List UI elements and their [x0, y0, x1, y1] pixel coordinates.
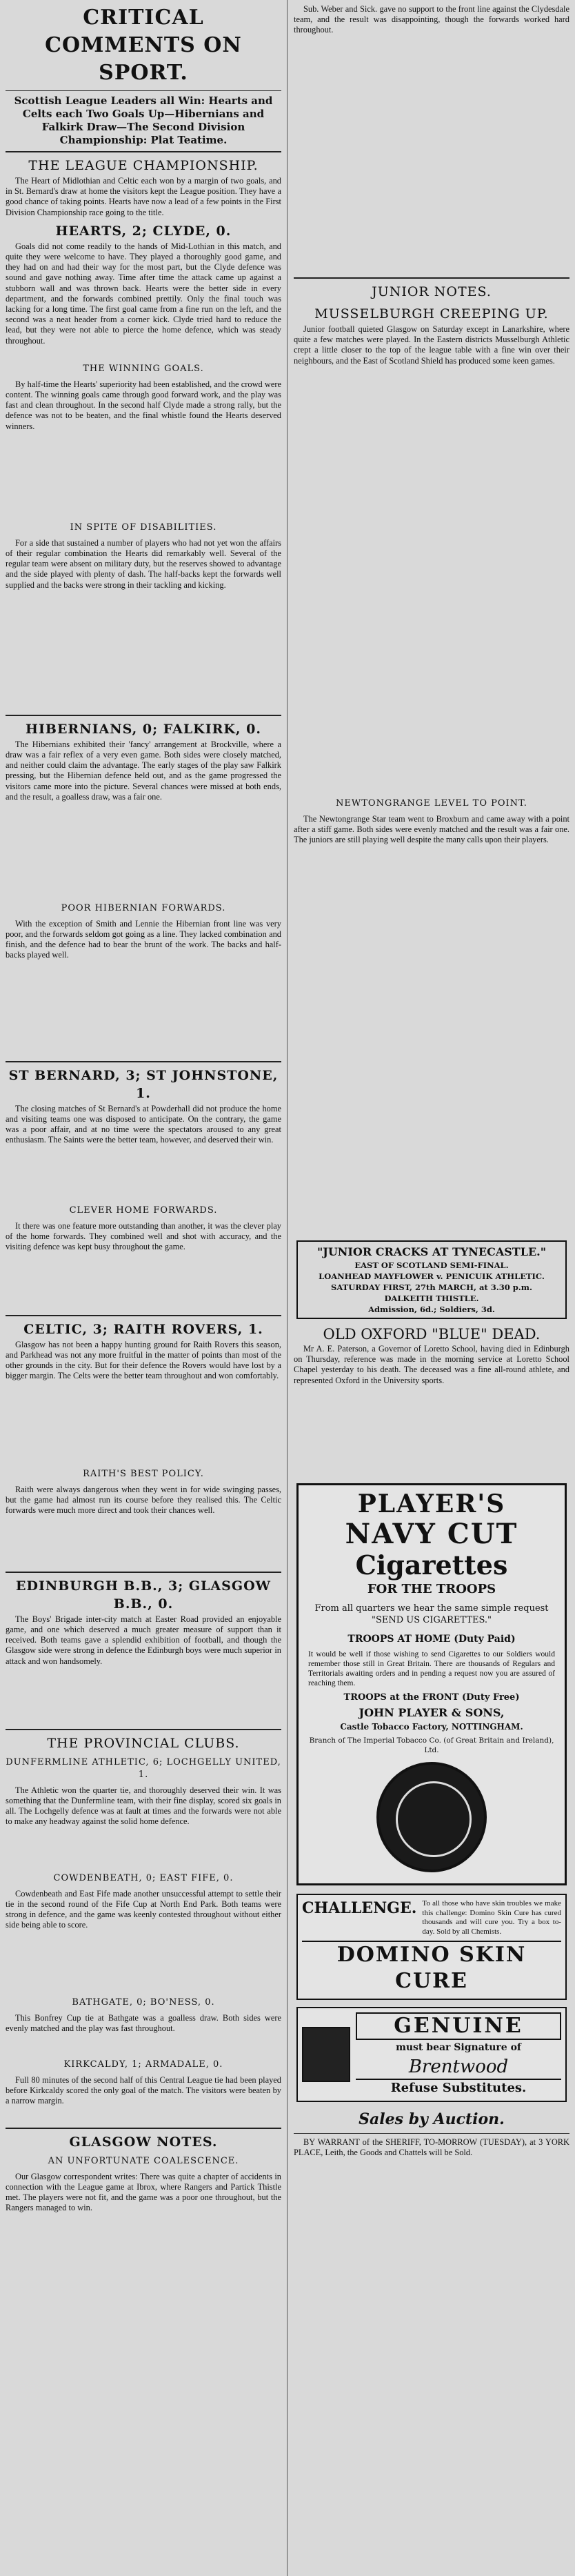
- glasgow-text: Our Glasgow correspondent writes: There was quite a chapter of accidents in connection with the League game at Ibrox, where Rangers and Partick Thistle met. The players were not fit, and the game was a poor one throughout, but the Rangers managed to win.: [6, 2171, 281, 2213]
- league-text: The Heart of Midlothian and Celtic each won by a margin of two goals, and in St. Bernard's draw at home the visitors kept the League position. They have a good chance of taking points. Hearts have now a lead of a few points in the First Division Championship race going to the title.: [6, 176, 281, 217]
- ad-company: JOHN PLAYER & SONS,: [359, 1706, 505, 1719]
- ad-players-brand: PLAYER'S: [357, 1489, 506, 1518]
- genuine-title: GENUINE: [356, 2012, 561, 2040]
- glasgow-heading: GLASGOW NOTES.: [69, 2134, 218, 2150]
- text-winning-goals: By half-time the Hearts' superiority had been established, and the crowd were content. The winning goals came through good forward work, and the play was fast and clean throughout. In the second half Clyde made a strong rally, but the defence was not to be beaten, and the final whistle found the Hearts deserved winners.: [6, 379, 281, 431]
- domino-title: DOMINO SKIN CURE: [302, 1941, 561, 1994]
- ad-troops-front: TROOPS at the FRONT (Duty Free): [343, 1692, 520, 1703]
- text-poor-forwards: With the exception of Smith and Lennie the Hibernian front line was very poor, and the forwards seldom got going as a line. They lacked combination and finish, and the defence had to bear the brunt of the work. The backs and half-backs played well.: [6, 918, 281, 960]
- oldox-text: Mr A. E. Paterson, a Governor of Loretto School, having died in Edinburgh on Thursday, reference was made in the morning service at Loretto School Chapel yesterday to his death. The deceased was a fine all-round athlete, and represented Oxford in the University sports.: [294, 1344, 569, 1385]
- ad-cigarettes: Cigarettes: [355, 1549, 508, 1581]
- match-heading-hibernians: HIBERNIANS, 0; FALKIRK, 0.: [26, 721, 261, 737]
- match-text-cowdenbeath: Cowdenbeath and East Fife made another unsuccessful attempt to settle their tie in the second round of the Fife Cup at North End Park. Both teams were strong in defence, and the game was keenly contested throughout without either side being able to score.: [6, 1888, 281, 1930]
- text-clever-forwards: It there was one feature more outstanding than another, it was the clever play of the home forwards. They combined well and shot with accuracy, and the visiting defence was kept busy throughout the game.: [6, 1220, 281, 1252]
- match-heading-bathgate: BATHGATE, 0; BO'NESS, 0.: [72, 1997, 215, 2008]
- notice-line-3: LOANHEAD MAYFLOWER v. PENICUIK ATHLETIC.: [319, 1271, 545, 1281]
- junior-heading: JUNIOR NOTES.: [372, 284, 492, 299]
- notice-line-6: Admission, 6d.; Soldiers, 3d.: [368, 1305, 495, 1314]
- junior-subheading: MUSSELBURGH CREEPING UP.: [314, 306, 549, 321]
- match-heading-st-bernard: ST BERNARD, 3; ST JOHNSTONE, 1.: [8, 1067, 279, 1101]
- notice-line-5: DALKEITH THISTLE.: [384, 1294, 479, 1303]
- subtitle: Scottish League Leaders all Win: Hearts and Celts each Two Goals Up—Hibernians and Falkirk Draw—The Second Division Championship: Plat Teatime.: [14, 95, 273, 146]
- provincial-heading: THE PROVINCIAL CLUBS.: [47, 1735, 240, 1751]
- ad-for-troops: FOR THE TROOPS: [367, 1582, 496, 1596]
- match-text-kirkcaldy: Full 80 minutes of the second half of this Central League tie had been played before Kirkcaldy scored the only goal of the match. The visitors were beaten by a narrow margin.: [6, 2074, 281, 2106]
- genuine-signature-label: must bear Signature of: [396, 2042, 521, 2053]
- sale-text: BY WARRANT of the SHERIFF, TO-MORROW (TUESDAY), at 3 YORK PLACE, Leith, the Goods and Chattels will be Sold.: [294, 2137, 569, 2158]
- junior-text: Junior football quieted Glasgow on Saturday except in Lanarkshire, where quite a few matches were played. In the Eastern districts Musselburgh Athletic crept a little closer to the top of the league table with a fine win over their neighbours, and the East of Scotland Shield has produced some keen games.: [294, 324, 569, 366]
- match-heading-cowdenbeath: COWDENBEATH, 0; EAST FIFE, 0.: [53, 1872, 234, 1883]
- newtongrange-heading: NEWTONGRANGE LEVEL TO POINT.: [336, 798, 527, 809]
- refuse-substitutes: Refuse Substitutes.: [356, 2079, 561, 2097]
- top-continuation-text: Sub. Weber and Sick. gave no support to the front line against the Clydesdale team, and the result was disappointing, though the forwards worked hard throughout.: [294, 4, 569, 35]
- match-heading-kirkcaldy: KIRKCALDY, 1; ARMADALE, 0.: [63, 2059, 223, 2070]
- text-disabilities: For a side that sustained a number of players who had not yet won the affairs of their regular combination the Hearts did remarkably well. Several of the regular team were absent on military duty, but the reserves showed to advantage and the side played with plenty of dash. The half-backs kept the forwards well supplied and the backs were strong in their tackling and kicking.: [6, 537, 281, 590]
- page-title: CRITICAL COMMENTS ON SPORT.: [45, 6, 242, 85]
- oldox-heading: OLD OXFORD "BLUE" DEAD.: [323, 1326, 541, 1343]
- ad-troops-home: TROOPS AT HOME (Duty Paid): [347, 1634, 516, 1645]
- pill-pack-image: [302, 2027, 350, 2082]
- subheading-raith-policy: RAITH'S BEST POLICY.: [83, 1468, 204, 1479]
- challenge-text: To all those who have skin troubles we make this challenge: Domino Skin Cure has cured thousands and will cure you. Try a box to-day. Sold by all Chemists.: [422, 1899, 561, 1936]
- subheading-clever-forwards: CLEVER HOME FORWARDS.: [69, 1205, 218, 1216]
- domino-advert: [296, 1894, 567, 2000]
- junior-cracks-notice: [296, 1240, 567, 1319]
- match-heading-celtic: CELTIC, 3; RAITH ROVERS, 1.: [23, 1321, 263, 1337]
- notice-title: "JUNIOR CRACKS AT TYNECASTLE.": [316, 1245, 547, 1258]
- match-text-bathgate: This Bonfrey Cup tie at Bathgate was a goalless draw. Both sides were evenly matched and the play was fast throughout.: [6, 2012, 281, 2034]
- match-text-hearts: Goals did not come readily to the hands of Mid-Lothian in this match, and quite they were welcome to have. They played a thoroughly good game, and they had on and had their way for the most part, but the Clyde defence was sound and gave nothing away. Time after time the attack came up against a stubborn wall and was thrown back. Hearts were the better side in every department, and the forwards combined prettily. Only the final touch was lacking for a long time. The first goal came from a fine run on the left, and the second was a neat header from a corner kick. Clyde tried hard to reduce the lead, but they were not able to pierce the home defence, which was steady throughout.: [6, 241, 281, 346]
- league-heading: THE LEAGUE CHAMPIONSHIP.: [28, 158, 259, 173]
- glasgow-subheading: AN UNFORTUNATE COALESCENCE.: [48, 2155, 239, 2166]
- ad-branch: Branch of The Imperial Tobacco Co. (of Great Britain and Ireland), Ltd.: [309, 1736, 554, 1754]
- challenge-title: CHALLENGE.: [302, 1899, 417, 1917]
- newtongrange-text: The Newtongrange Star team went to Broxburn and came away with a point after a stiff game. Both sides were evenly matched and the result was a fair one. The juniors are still playing well despite the many calls upon their players.: [294, 814, 569, 845]
- ad-request: From all quarters we hear the same simple request "SEND US CIGARETTES.": [314, 1603, 549, 1625]
- subheading-winning-goals: THE WINNING GOALS.: [83, 363, 204, 374]
- match-heading-hearts: HEARTS, 2; CLYDE, 0.: [55, 223, 232, 239]
- match-text-hibernians: The Hibernians exhibited their 'fancy' arrangement at Brockville, where a draw was a fair reflex of a very even game. Both sides were closely matched, and neither could claim the advantage. The early stages of the play saw Falkirk pressing, but the Hibernian defence held out, and as the game progressed the visitors came more into the picture. Several chances were missed at both ends, and the result, a goalless draw, was a fair one.: [6, 739, 281, 802]
- sale-heading: Sales by Auction.: [359, 2110, 505, 2128]
- text-raith-policy: Raith were always dangerous when they went in for wide swinging passes, but the game had almost run its course before they realised this. The Celtic forwards were much more direct and took their chances well.: [6, 1484, 281, 1516]
- ad-factory: Castle Tobacco Factory, NOTTINGHAM.: [340, 1722, 523, 1732]
- match-text-dunfermline: The Athletic won the quarter tie, and thoroughly deserved their win. It was something that the Dunfermline team, with their fine display, scored six goals in all. The Lochgelly defence was at fault at times and the forwards were not able to make any headway against the solid home defence.: [6, 1785, 281, 1827]
- match-text-bb: The Boys' Brigade inter-city match at Easter Road provided an enjoyable game, and one which deserved a much greater measure of support than it received. Both teams gave a splendid exhibition of football, and though the Glasgow side were strong in defence the Edinburgh boys were much superior in attack and won handsomely.: [6, 1614, 281, 1666]
- match-text-celtic: Glasgow has not been a happy hunting ground for Raith Rovers this season, and Parkhead was not any more fruitful in the matter of points than most of the other grounds in the city. But for their defence the Rovers would have lost by a bigger margin. The Celts were the better team throughout and won comfortably.: [6, 1339, 281, 1381]
- right-column: [288, 0, 575, 2576]
- genuine-advert: [296, 2007, 567, 2102]
- notice-line-2: EAST OF SCOTLAND SEMI-FINAL.: [354, 1260, 509, 1270]
- genuine-signature: Brentwood: [408, 2057, 509, 2077]
- ad-body: It would be well if those wishing to send Cigarettes to our Soldiers would remember those still in Great Britain. There are thousands of Regulars and Territorials awaiting orders and in pending a request now you are assured of reaching them.: [308, 1650, 555, 1687]
- players-advert: [296, 1483, 567, 1885]
- ad-navy-cut: NAVY CUT: [345, 1518, 518, 1550]
- notice-line-4: SATURDAY FIRST, 27th MARCH, at 3.30 p.m.: [331, 1282, 532, 1292]
- subheading-poor-forwards: POOR HIBERNIAN FORWARDS.: [61, 902, 226, 913]
- match-heading-dunfermline: DUNFERMLINE ATHLETIC, 6; LOCHGELLY UNITED, 1.: [6, 1756, 281, 1780]
- subheading-disabilities: IN SPITE OF DISABILITIES.: [70, 522, 217, 533]
- match-text-st-bernard: The closing matches of St Bernard's at Powderhall did not produce the home and visiting teams one was disposed to anticipate. On the contrary, the game was a poor affair, and at no time were the spectators aroused to any great enthusiasm. The Saints were the better team, however, and deserved their win.: [6, 1103, 281, 1145]
- match-heading-bb: EDINBURGH B.B., 3; GLASGOW B.B., 0.: [15, 1578, 271, 1612]
- players-seal-logo: [376, 1762, 487, 1872]
